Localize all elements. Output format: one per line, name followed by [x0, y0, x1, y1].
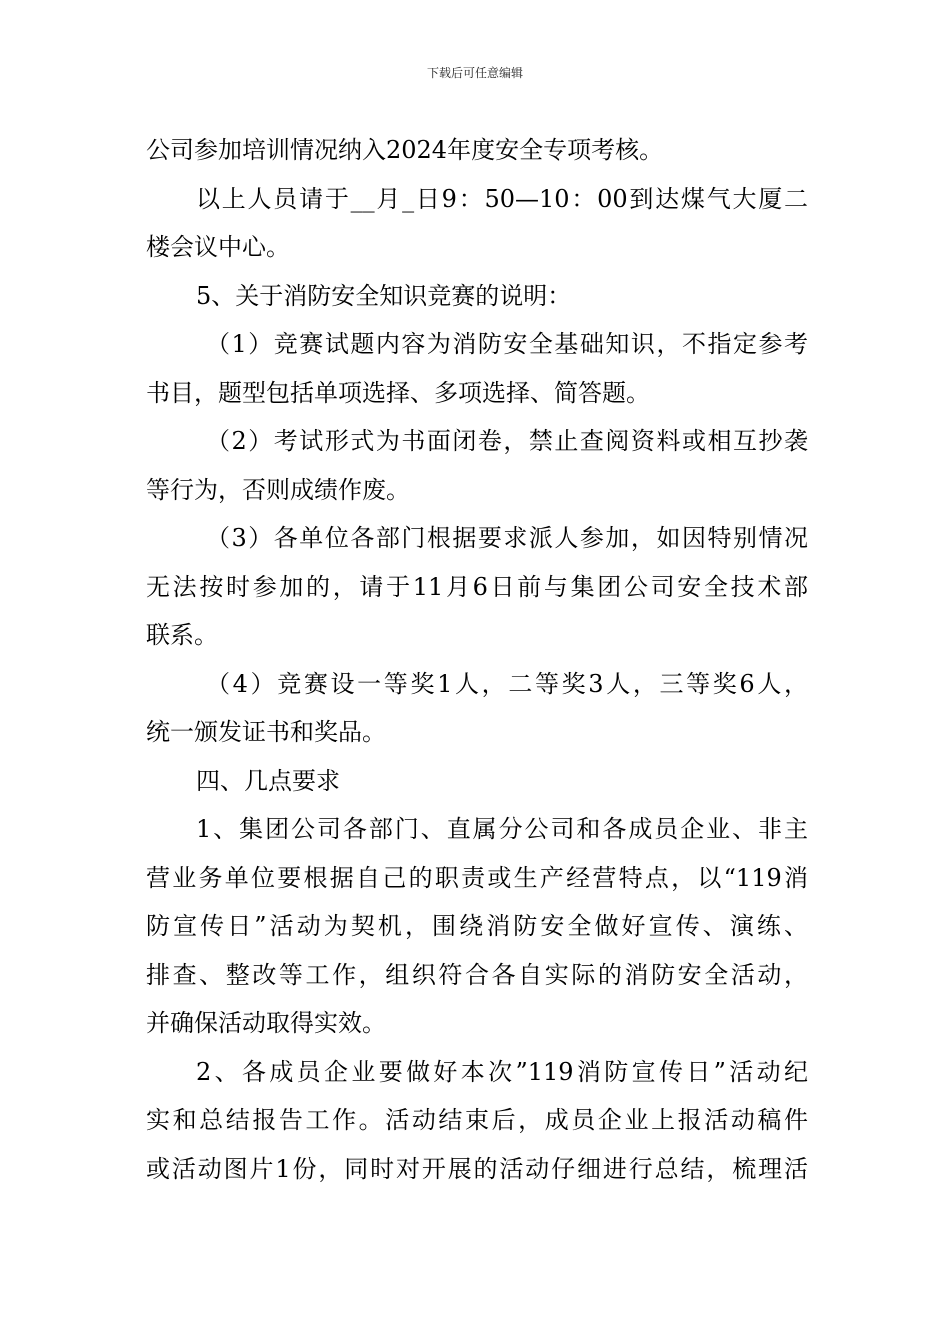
text-line: 营业务单位要根据自己的职责或生产经营特点，以“119消 [146, 863, 808, 892]
text-line: 楼会议中心。 [146, 233, 290, 261]
text-line: （1）竞赛试题内容为消防安全基础知识，不指定参考 [206, 330, 808, 358]
text-line: （2）考试形式为书面闭卷，禁止查阅资料或相互抄袭 [206, 427, 808, 455]
text-line: 等行为，否则成绩作废。 [146, 475, 410, 504]
text-line: 四、几点要求 [196, 766, 340, 795]
document-body [146, 126, 808, 1193]
text-line: 统一颁发证书和奖品。 [146, 718, 386, 746]
text-line: 排查、整改等工作，组织符合各自实际的消防安全活动， [146, 960, 808, 989]
text-line: 5、关于消防安全知识竞赛的说明： [196, 281, 572, 310]
text-line: 2、各成员企业要做好本次”119消防宣传日”活动纪 [196, 1057, 808, 1086]
text-line: （3）各单位各部门根据要求派人参加，如因特别情况 [206, 524, 808, 552]
text-line: 以上人员请于__月_日9：50—10：00到达煤气大厦二 [196, 184, 808, 213]
text-line: 1、集团公司各部门、直属分公司和各成员企业、非主 [196, 815, 808, 843]
text-line: 书目，题型包括单项选择、多项选择、简答题。 [146, 378, 650, 407]
page-header: 下载后可任意编辑 [426, 66, 523, 80]
text-line: 无法按时参加的，请于11月6日前与集团公司安全技术部 [146, 572, 808, 601]
text-line: 实和总结报告工作。活动结束后，成员企业上报活动稿件 [146, 1106, 808, 1134]
text-line: 防宣传日”活动为契机，围绕消防安全做好宣传、演练、 [146, 912, 808, 940]
text-line: 或活动图片1份，同时对开展的活动仔细进行总结，梳理活 [146, 1154, 808, 1183]
text-line: 公司参加培训情况纳入2024年度安全专项考核。 [146, 136, 664, 164]
text-line: 并确保活动取得实效。 [146, 1009, 386, 1037]
text-line: 联系。 [146, 621, 218, 649]
text-line: （4）竞赛设一等奖1人，二等奖3人，三等奖6人， [206, 669, 808, 698]
